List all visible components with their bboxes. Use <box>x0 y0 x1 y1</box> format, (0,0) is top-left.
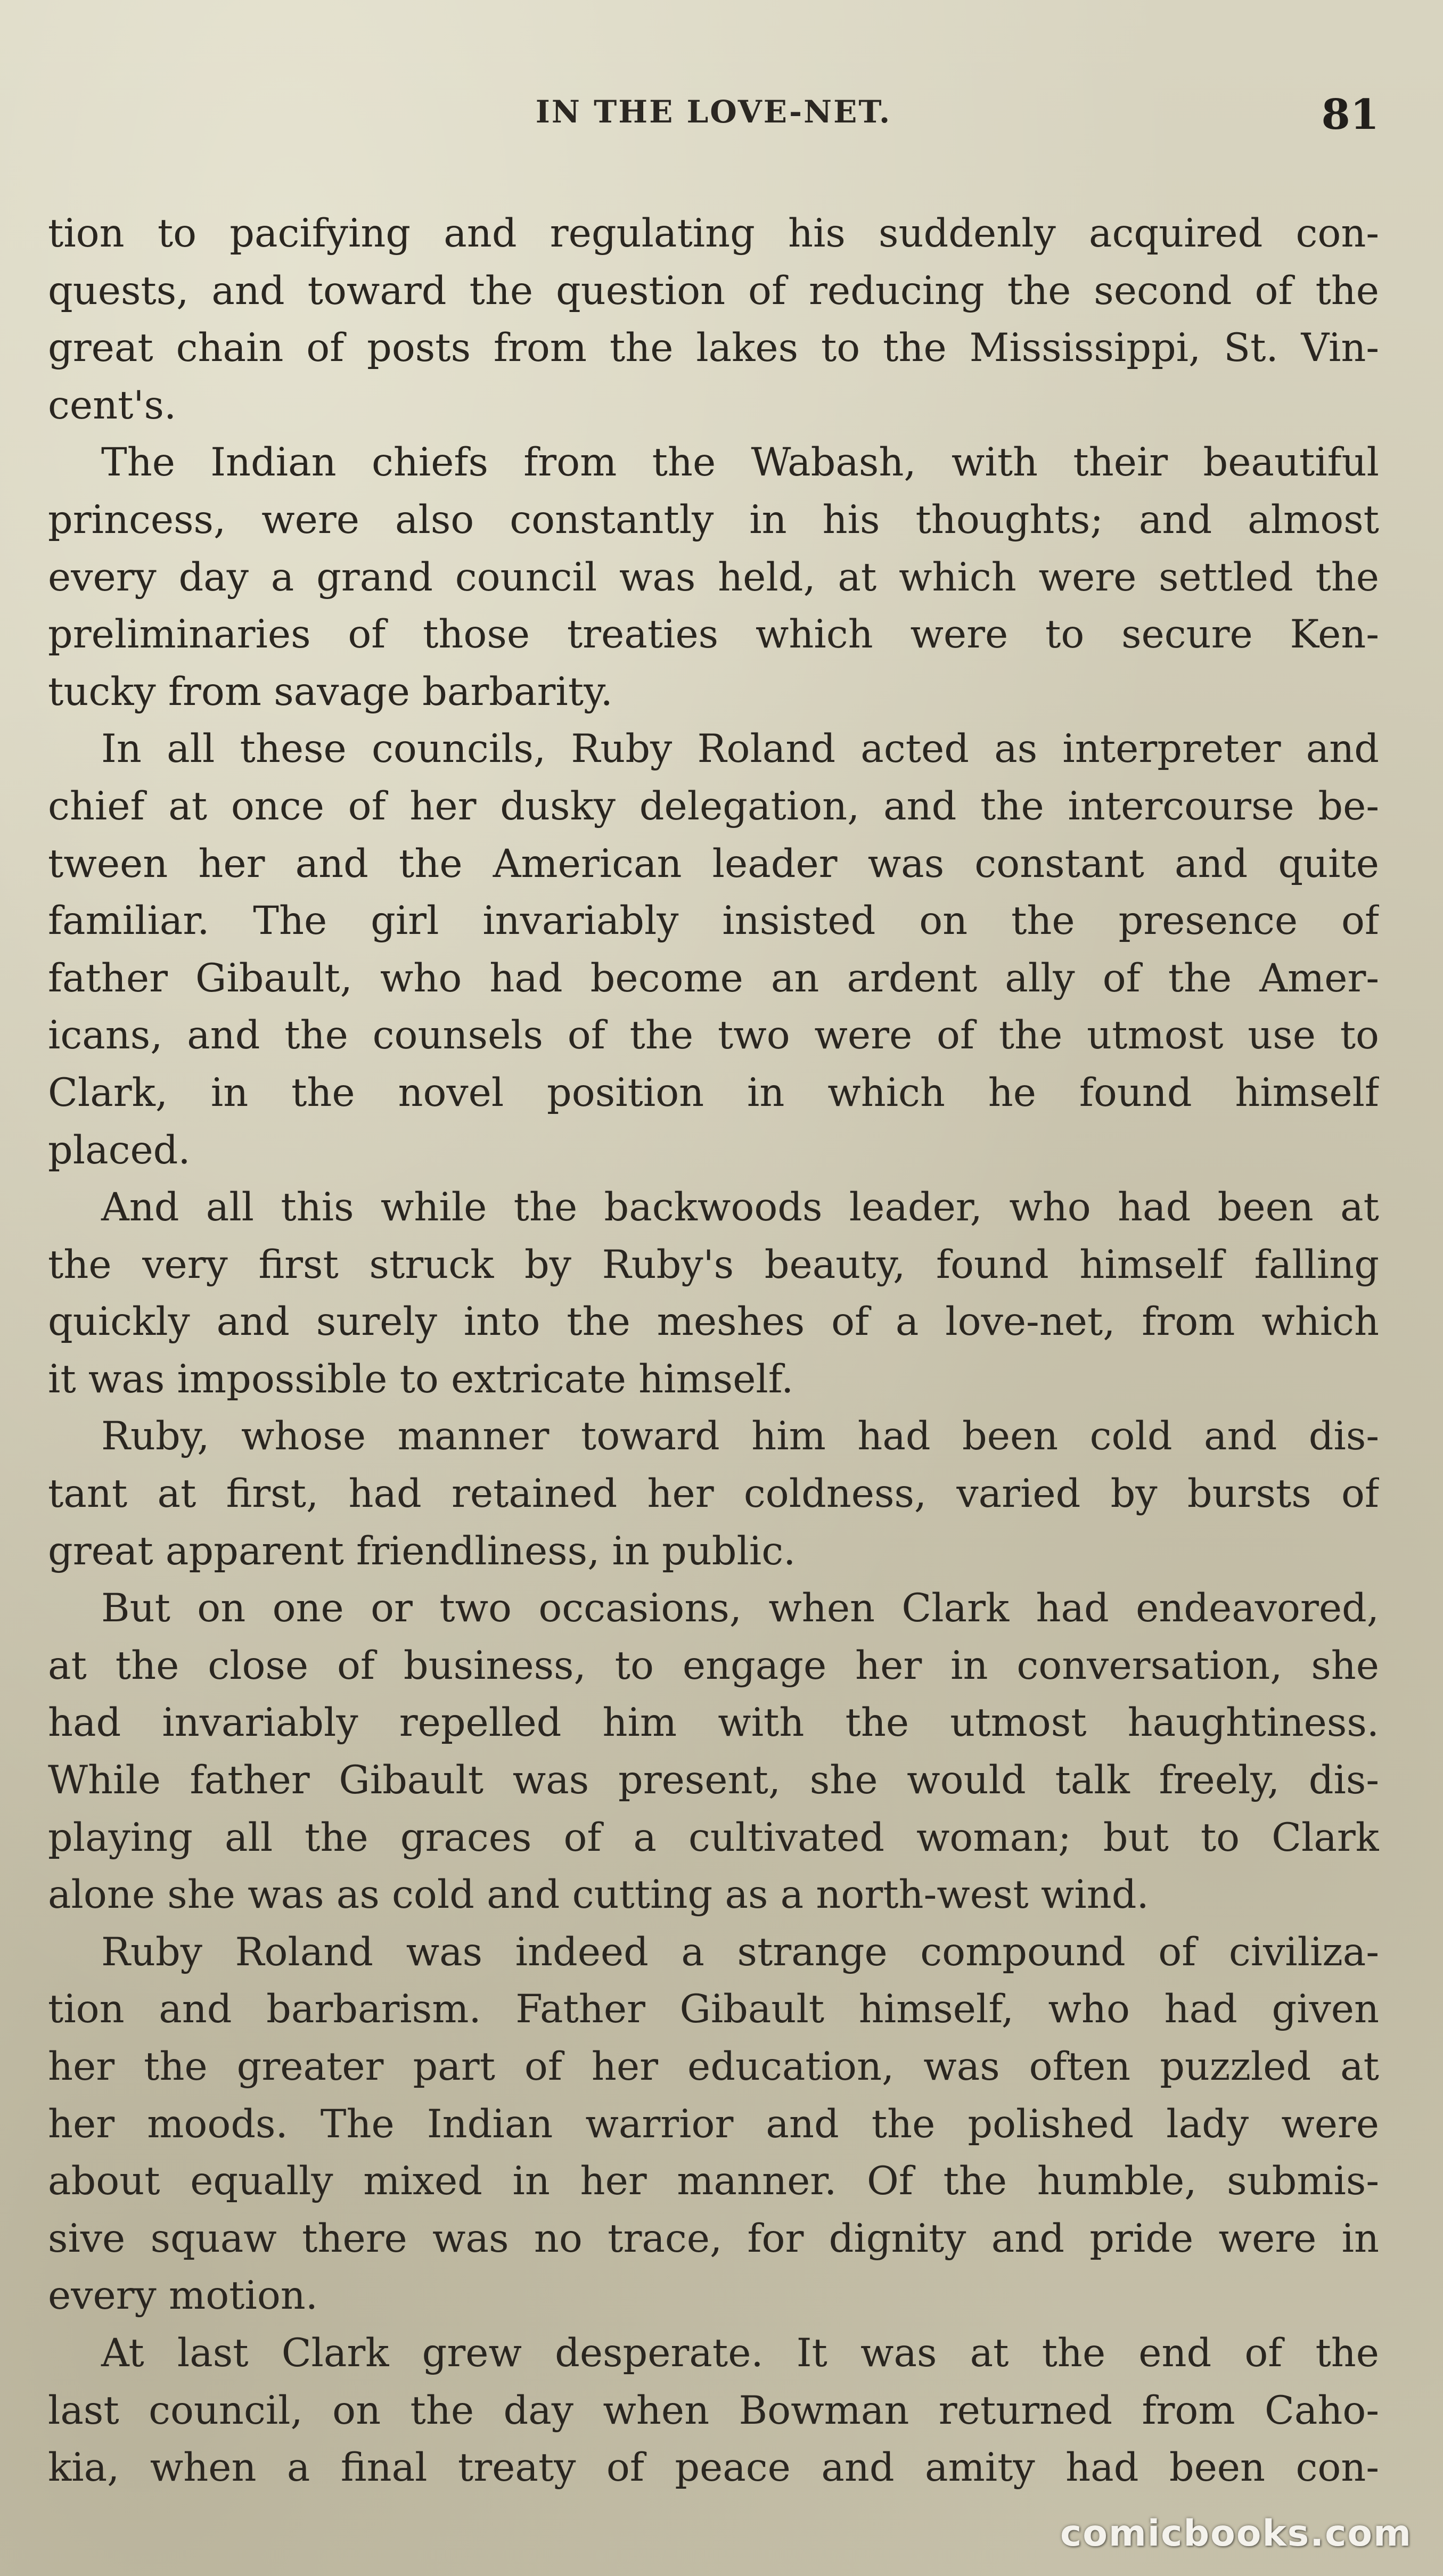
text-line: princess, were also constantly in his thoughts; and almost <box>48 497 1379 543</box>
text-line: quests, and toward the question of reducing the second of the <box>48 268 1379 314</box>
text-line: it was impossible to extricate himself. <box>48 1356 794 1402</box>
text-line: Ruby Roland was indeed a strange compound of civiliza- <box>101 1929 1379 1975</box>
page-header <box>48 91 1379 144</box>
text-line: father Gibault, who had become an ardent ally of the Amer- <box>48 955 1379 1001</box>
text-line: had invariably repelled him with the utmost haughtiness. <box>48 1700 1379 1746</box>
text-line: the very first struck by Ruby's beauty, found himself falling <box>48 1242 1379 1287</box>
running-title: IN THE LOVE-NET. <box>535 94 892 130</box>
text-line: her moods. The Indian warrior and the polished lady were <box>48 2101 1379 2147</box>
text-line: tween her and the American leader was constant and quite <box>48 841 1379 887</box>
text-line: last council, on the day when Bowman returned from Caho- <box>48 2388 1379 2433</box>
page-number: 81 <box>1321 91 1379 139</box>
text-line: every day a grand council was held, at which were settled the <box>48 554 1379 600</box>
text-line: about equally mixed in her manner. Of the humble, submis- <box>48 2159 1379 2204</box>
text-line: And all this while the backwoods leader, who had been at <box>101 1185 1379 1230</box>
text-line: preliminaries of those treaties which were to secure Ken- <box>48 612 1379 658</box>
text-line: quickly and surely into the meshes of a love-net, from which <box>48 1299 1379 1345</box>
body-text <box>48 205 1379 2497</box>
text-line: tant at first, had retained her coldness, varied by bursts of <box>48 1471 1379 1517</box>
watermark: comicbooks.com <box>1060 2513 1412 2555</box>
text-line: alone she was as cold and cutting as a north-west wind. <box>48 1872 1149 1918</box>
text-line: sive squaw there was no trace, for dignity and pride were in <box>48 2216 1379 2261</box>
text-line: chief at once of her dusky delegation, and the intercourse be- <box>48 783 1379 829</box>
text-line: cent's. <box>48 382 177 428</box>
text-line: her the greater part of her education, was often puzzled at <box>48 2044 1379 2089</box>
text-line: great chain of posts from the lakes to the Mississippi, St. Vin- <box>48 325 1379 371</box>
text-line: tucky from savage barbarity. <box>48 669 613 715</box>
text-line: placed. <box>48 1127 191 1173</box>
text-line: The Indian chiefs from the Wabash, with their beautiful <box>101 440 1379 486</box>
text-line: Ruby, whose manner toward him had been cold and dis- <box>101 1414 1379 1459</box>
text-line: every motion. <box>48 2273 318 2319</box>
text-line: tion to pacifying and regulating his suddenly acquired con- <box>48 211 1379 256</box>
text-line: Clark, in the novel position in which he found himself <box>48 1070 1379 1115</box>
text-line: While father Gibault was present, she would talk freely, dis- <box>48 1758 1379 1803</box>
text-line: At last Clark grew desperate. It was at the end of the <box>101 2330 1379 2376</box>
text-line: icans, and the counsels of the two were of the utmost use to <box>48 1013 1379 1059</box>
text-line: kia, when a final treaty of peace and amity had been con- <box>48 2445 1379 2491</box>
text-line: playing all the graces of a cultivated woman; but to Clark <box>48 1815 1379 1860</box>
text-line: tion and barbarism. Father Gibault himself, who had given <box>48 1987 1379 2032</box>
text-line: at the close of business, to engage her in conversation, she <box>48 1643 1379 1688</box>
text-line: great apparent friendliness, in public. <box>48 1528 796 1574</box>
text-line: familiar. The girl invariably insisted on the presence of <box>48 898 1379 944</box>
text-line: But on one or two occasions, when Clark had endeavored, <box>101 1586 1379 1631</box>
text-line: In all these councils, Ruby Roland acted as interpreter and <box>101 726 1379 772</box>
